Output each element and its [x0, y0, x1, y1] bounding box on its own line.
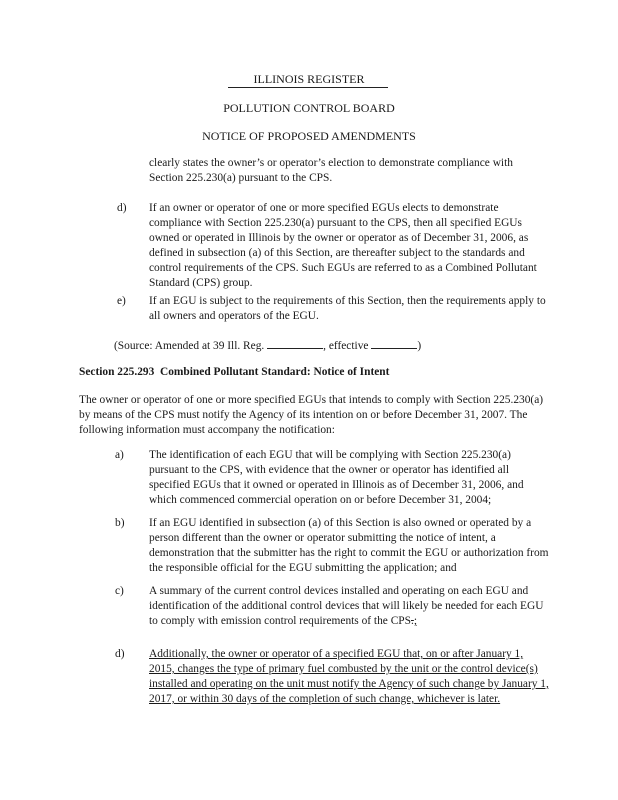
- source-middle: , effective: [323, 340, 369, 352]
- item-b-text: If an EGU identified in subsection (a) of this Section is also owned or operated by a person different than the owner or operator submitting the notice of intent, a demonstration that the submitter has the right to commit the EGU or authorization from the responsible official for the EGU submitting the application; and: [149, 517, 549, 574]
- item-a-label: a): [115, 449, 124, 461]
- register-title: ILLINOIS REGISTER: [253, 72, 365, 86]
- source-reg-blank: [267, 338, 323, 349]
- item-c-main: A summary of the current control devices installed and operating on each EGU and identification of the additional control devices that will likely be needed for each EGU to comply with emission control requirements of the CPS: [149, 585, 544, 627]
- continuation-text: clearly states the owner’s or operator’s election to demonstrate compliance with Section 225.230(a) pursuant to the CPS.: [149, 157, 513, 184]
- source-effective-blank: [371, 338, 417, 349]
- item-d-label: d): [117, 202, 127, 214]
- board-title: POLLUTION CONTROL BOARD: [223, 101, 395, 115]
- item-e-text: If an EGU is subject to the requirements of this Section, then the requirements apply to all owners and operators of the EGU.: [149, 295, 546, 322]
- source-suffix: ): [417, 340, 422, 352]
- intro-paragraph: The owner or operator of one or more specified EGUs that intends to comply with Section 225.230(a) by means of the CPS must notify the Agency of its intention on or before December 31, 2007. The following information must accompany the notification:: [79, 394, 544, 436]
- notice-title: NOTICE OF PROPOSED AMENDMENTS: [202, 129, 416, 143]
- item-d-text: If an owner or operator of one or more specified EGUs elects to demonstrate compliance with Section 225.230(a) pursuant to the CPS, then all specified EGUs owned or operated in Illinois by the owner or operator as of December 31, 2006, as defined in subsection (a) of this Section, are thereafter subject to the standards and control requirements of the CPS. Such EGUs are referred to as a Combined Pollutant Standard (CPS) group.: [149, 202, 537, 289]
- item-c-text: [149, 584, 549, 629]
- item-e-label: e): [117, 295, 126, 307]
- section-heading: [79, 365, 559, 380]
- item-c-struck: .: [410, 615, 414, 627]
- source-note: [114, 338, 534, 354]
- item-d2-text: Additionally, the owner or operator of a specified EGU that, on or after January 1, 2015, changes the type of primary fuel combusted by the unit or the control device(s) installed and operating on the unit must notify the Agency of such change by January 1, 2017, or within 30 days of the completion of such change, whichever is later.: [149, 648, 549, 705]
- item-a-text: The identification of each EGU that will be complying with Section 225.230(a) pursuant to the CPS, with evidence that the owner or operator has identified all specified EGUs that it owned or operated in Illinois as of December 31, 2006, and which commenced commercial operation on or before December 31, 2004;: [149, 449, 524, 506]
- item-c-label: c): [115, 585, 124, 597]
- source-prefix: (Source: Amended at 39 Ill. Reg.: [114, 340, 265, 352]
- section-number: Section 225.293: [79, 366, 155, 378]
- section-title: Combined Pollutant Standard: Notice of Intent: [160, 366, 390, 378]
- header-rule: [228, 87, 388, 88]
- item-b-label: b): [115, 517, 125, 529]
- item-c-added: ;: [413, 615, 417, 627]
- item-d2-label: d): [115, 648, 125, 660]
